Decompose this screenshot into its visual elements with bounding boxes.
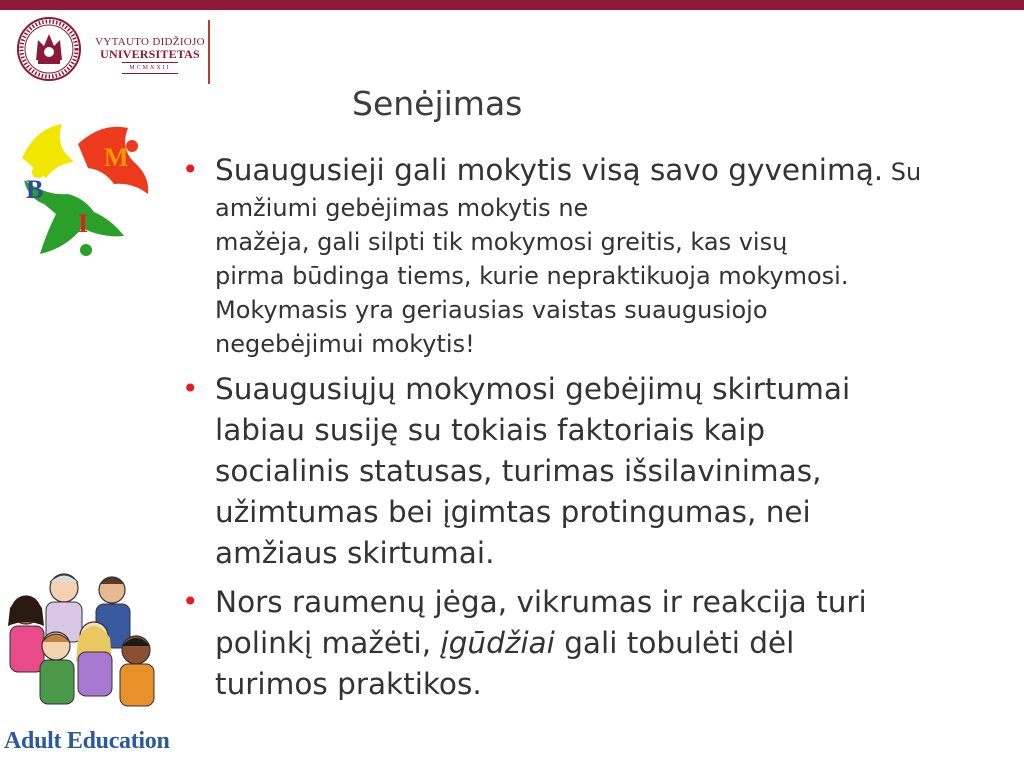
- bullet-2-line: amžiaus skirtumai.: [215, 536, 495, 570]
- bullet-2-line: užimtumas bei įgimtas protingumas, nei: [215, 495, 811, 529]
- university-logo: [16, 16, 216, 86]
- bullet-2-line: Suaugusiųjų mokymosi gebėjimų skirtumai: [215, 372, 851, 406]
- slide-title: Senėjimas: [352, 84, 523, 123]
- bullet-item: [178, 150, 998, 361]
- bmi-figures-logo: [16, 118, 156, 262]
- bullet-3-line3: turimos praktikos.: [215, 667, 482, 701]
- bmi-letter-i: I: [78, 209, 89, 238]
- bullet-marker: •: [182, 585, 199, 618]
- bullet-2-line: labiau susiję su tokiais faktoriais kaip: [215, 413, 766, 447]
- university-name-line1: VYTAUTO DIDŽIOJO: [95, 36, 205, 48]
- bullet-1-detail-line: pirma būdinga tiems, kurie nepraktikuoja mokymosi.: [215, 262, 849, 290]
- bullet-marker: •: [182, 153, 199, 186]
- bullet-3-line1: Nors raumenų jėga, vikrumas ir reakcija turi: [215, 585, 867, 619]
- bullet-item: [178, 369, 998, 574]
- bullet-marker: •: [182, 372, 199, 405]
- bullet-2-line: socialinis statusas, turimas išsilavinimas,: [215, 454, 822, 488]
- bullet-1-lead: Suaugusieji gali mokytis visą savo gyvenimą.: [215, 153, 884, 187]
- university-seal-icon: [16, 16, 82, 82]
- adult-education-caption: Adult Education: [4, 728, 170, 754]
- bullet-1-detail-line: negebėjimui mokytis!: [215, 330, 475, 358]
- bmi-letter-b: B: [26, 175, 44, 204]
- bullet-1-detail-line1: Su amžiumi gebėjimas mokytis ne: [215, 158, 922, 222]
- bullet-3-line2-before: polinkį mažėti,: [215, 626, 441, 660]
- bullet-1-detail-line: mažėja, gali silpti tik mokymosi greitis, kas visų: [215, 228, 788, 256]
- bullet-list: [178, 150, 998, 705]
- university-founding-year: MCMXXII: [122, 62, 178, 74]
- logo-divider: [208, 20, 210, 84]
- bullet-1-detail-line: Mokymasis yra geriausias vaistas suaugusiojo: [215, 296, 768, 324]
- bmi-letter-m: M: [104, 143, 129, 172]
- bullet-item: [178, 582, 998, 705]
- bullet-3-italic-skills: įgūdžiai: [440, 626, 555, 660]
- top-accent-bar: [0, 0, 1024, 10]
- university-name-line2: UNIVERSITETAS: [100, 47, 200, 61]
- bullet-3-line2-after: gali tobulėti dėl: [554, 626, 795, 660]
